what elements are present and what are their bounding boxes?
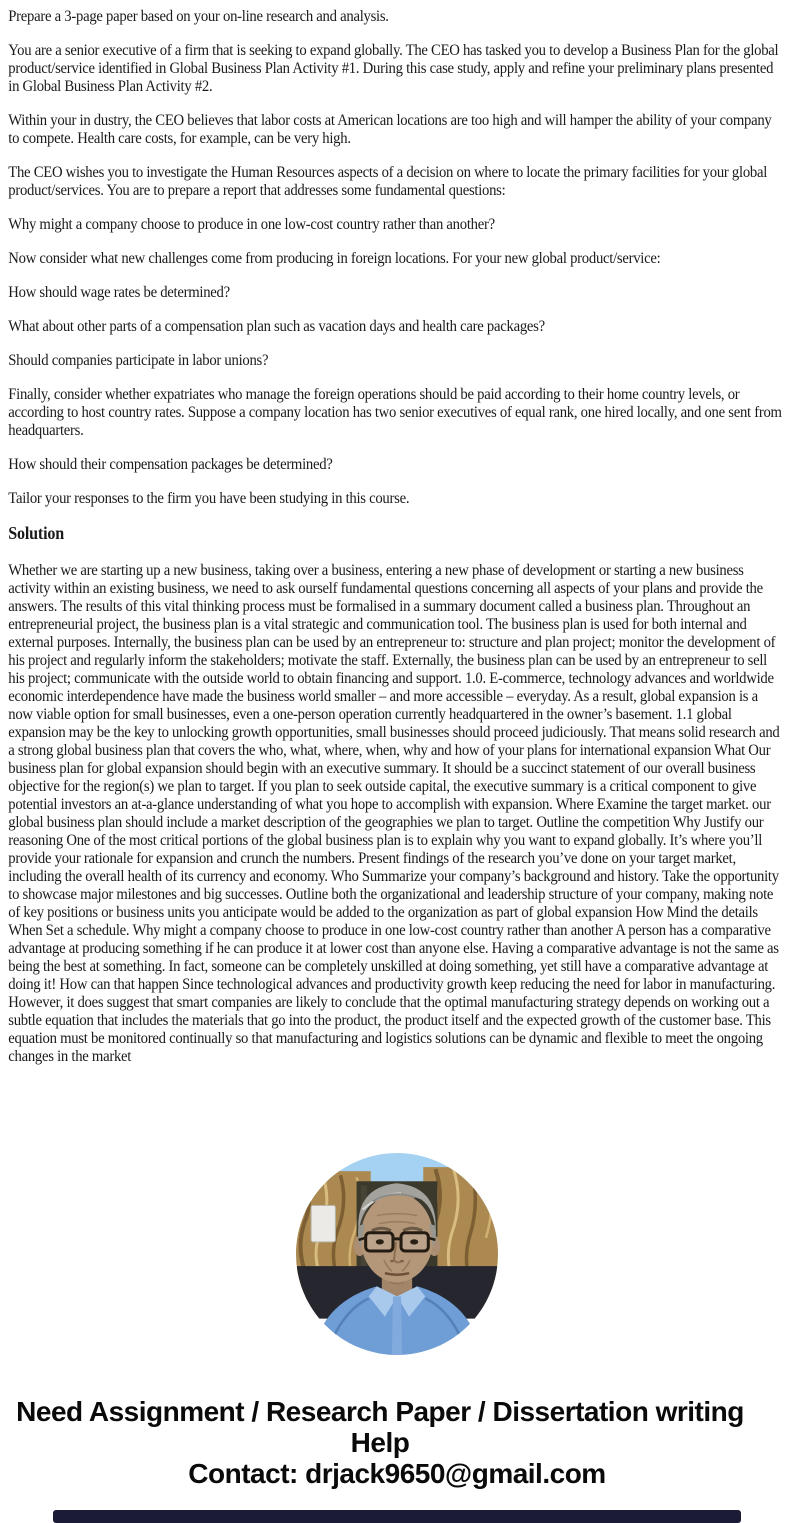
assignment-paragraph: Within your in dustry, the CEO believes that labor costs at American locations are too high and will hamper the ability of your company to compete. Health care costs, for example, can be very high. [8, 112, 772, 147]
assignment-paragraph: The CEO wishes you to investigate the Human Resources aspects of a decision on where to locate the primary facilities for your global product/services. You are to prepare a report that addresses some fundamental questions: [8, 164, 768, 199]
assignment-paragraph: What about other parts of a compensation plan such as vacation days and health care packages? [8, 318, 545, 335]
footer-promo [0, 1396, 794, 1489]
assignment-paragraph: Prepare a 3-page paper based on your on-line research and analysis. [8, 8, 389, 25]
assignment-paragraph: Why might a company choose to produce in one low-cost country rather than another? [8, 216, 495, 233]
assignment-paragraph: You are a senior executive of a firm that is seeking to expand globally. The CEO has tasked you to develop a Business Plan for the global product/service identified in Global Business Plan Activity #1. During this case study, apply and refine your preliminary plans presented in Global Business Plan Activity #2. [8, 42, 779, 95]
assignment-paragraph: How should wage rates be determined? [8, 284, 230, 301]
presenter-avatar [296, 1153, 498, 1355]
assignment-paragraph: Tailor your responses to the firm you have been studying in this course. [8, 490, 410, 507]
assignment-paragraph: How should their compensation packages be determined? [8, 456, 333, 473]
bottom-bar [53, 1510, 741, 1523]
contact-email-text: Contact: drjack9650@gmail.com [188, 1458, 606, 1489]
assignment-paragraph: Finally, consider whether expatriates who manage the foreign operations should be paid according to their home country levels, or according to host country rates. Suppose a company location has two senior executives of equal rank, one hired locally, and one sent from headquarters. [8, 386, 782, 439]
assignment-paragraphs [8, 8, 785, 508]
assignment-paragraph: Should companies participate in labor unions? [8, 352, 269, 369]
presenter-photo-icon [296, 1153, 498, 1355]
help-text: Need Assignment / Research Paper / Dissertation writing Help [16, 1396, 744, 1458]
solution-heading: Solution [8, 523, 65, 543]
solution-body-paragraph: Whether we are starting up a new business, taking over a business, entering a new phase of development or starting a new business activity within an existing business, we need to ask ourself fundamental questions concerning all aspects of your plans and provide the answers. The results of this vital thinking process must be formalised in a summary document called a business plan. Throughout an entrepreneurial project, the business plan is a vital strategic and communication tool. The business plan is used for both internal and external purposes. Internally, the business plan can be used by an entrepreneur to: structure and plan project; monitor the development of his project and regularly inform the stakeholders; motivate the staff. Externally, the business plan can be used by an entrepreneur to sell his project; communicate with the outside world to obtain financing and support. 1.0. E-commerce, technology advances and worldwide economic interdependence have made the business world smaller – and more accessible – everyday. As a result, global expansion is a now viable option for small businesses, even a one-person operation currently headquartered in the owner’s basement. 1.1 global expansion may be the key to unlocking growth opportunities, small businesses should proceed judiciously. That means solid research and a strong global business plan that covers the who, what, where, when, why and how of your plans for international expansion What Our business plan for global expansion should begin with an executive summary. It should be a succinct statement of our overall business objective for the region(s) we plan to target. If you plan to seek outside capital, the executive summary is a critical component to give potential investors an at-a-glance understanding of what you hope to accomplish with expansion. Where Examine the target market. our global business plan should include a market description of the geographies we plan to target. Outline the competition Why Justify our reasoning One of the most critical portions of the global business plan is to explain why you want to expand globally. It’s where you’ll provide your rationale for expansion and crunch the numbers. Present findings of the research you’ve done on your target market, including the overall health of its currency and economy. Who Summarize your company’s background and history. Take the opportunity to showcase major milestones and big successes. Outline both the organizational and leadership structure of your company, making note of key positions or business units you anticipate would be added to the organization as part of global expansion How Mind the details When Set a schedule. Why might a company choose to produce in one low-cost country rather than another A person has a comparative advantage at producing something if he can produce it at lower cost than anyone else. Having a comparative advantage is not the same as being the best at something. In fact, someone can be completely unskilled at doing something, yet still have a comparative advantage at doing it! How can that happen Since technological advances and productivity growth keep reducing the need for labor in manufacturing. However, it does suggest that smart companies are likely to conclude that the optimal manufacturing strategy depends on working out a subtle equation that includes the materials that go into the product, the product itself and the expected growth of the customer base. This equation must be monitored continually so that manufacturing and logistics solutions can be dynamic and flexible to meet the ongoing changes in the market [8, 562, 780, 1065]
assignment-paragraph: Now consider what new challenges come from producing in foreign locations. For your new global product/service: [8, 250, 661, 267]
